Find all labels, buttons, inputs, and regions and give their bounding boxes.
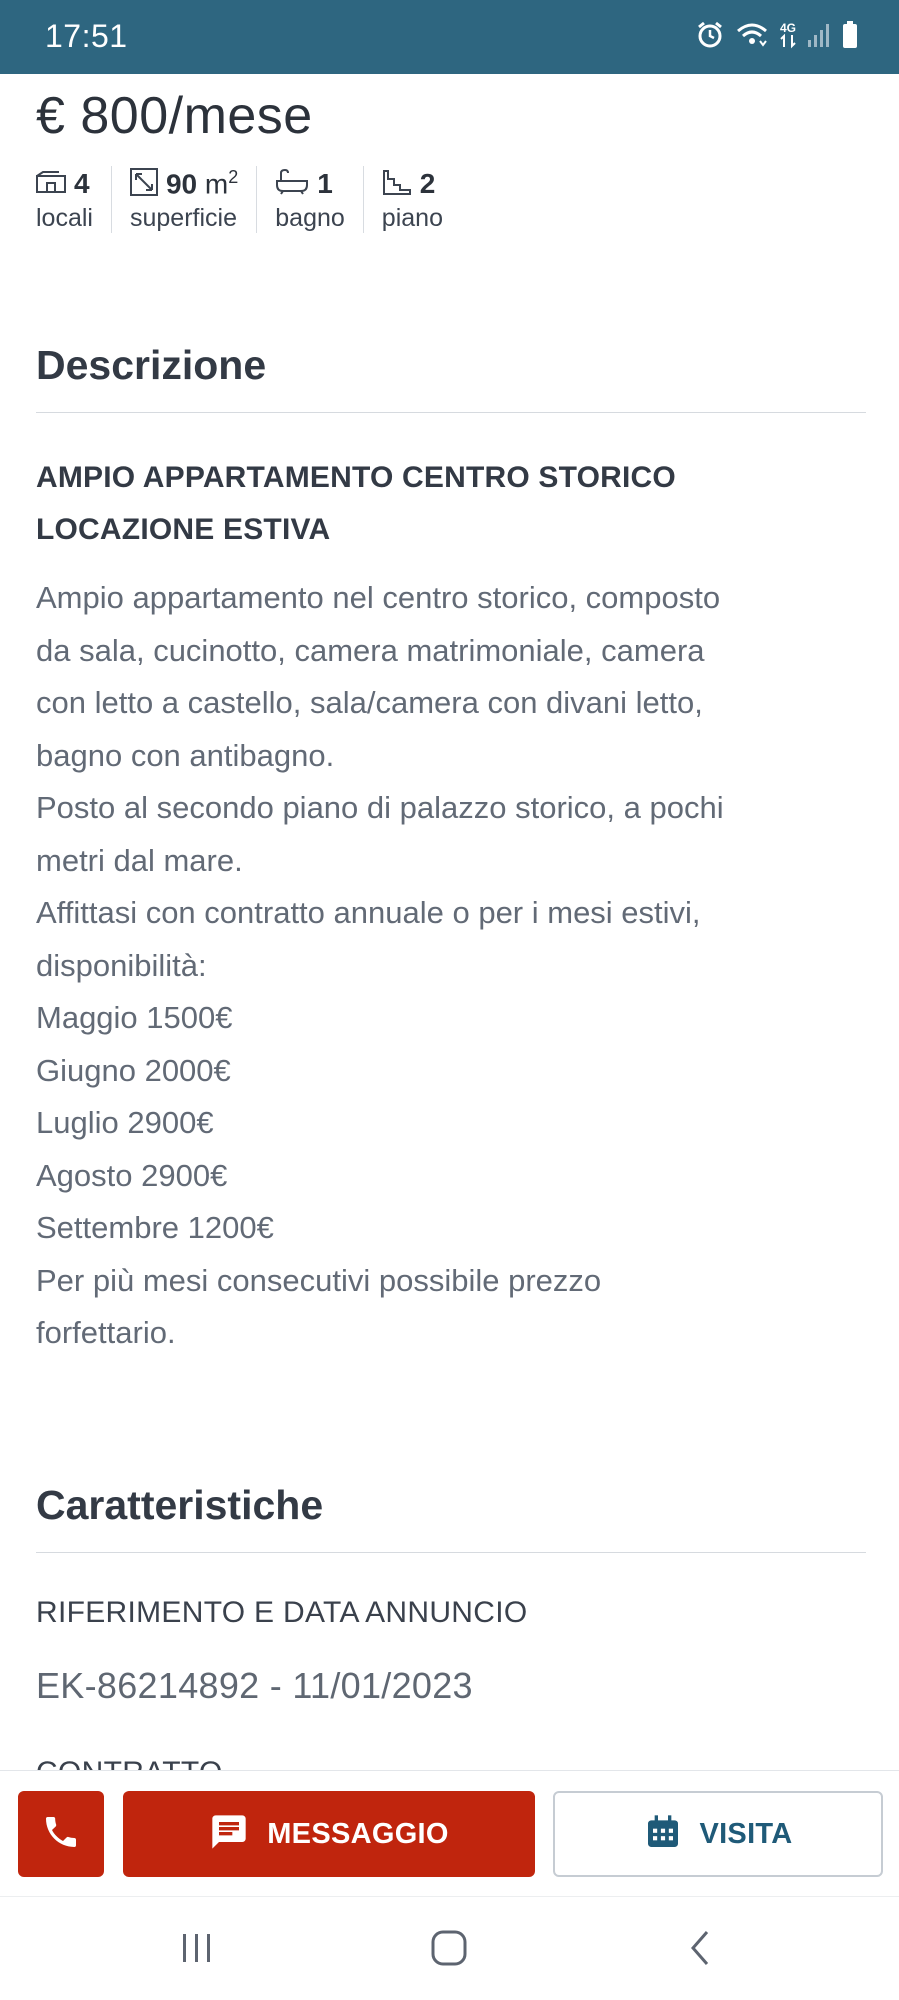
description-title: Descrizione [36,342,267,388]
reference-value: EK-86214892 - 11/01/2023 [36,1665,473,1706]
description-line: Ampio appartamento nel centro storico, composto [36,580,721,615]
recent-apps-icon [180,1932,214,1969]
feature-bathrooms-label: bagno [275,204,345,232]
phone-icon [41,1812,81,1857]
network-label: 4G [779,21,796,35]
description-line: da sala, cucinotto, camera matrimoniale, camera [36,632,705,668]
status-time: 17:51 [45,18,128,54]
description-line: con letto a castello, sala/camera con divani letto, [36,685,703,720]
back-icon [688,1929,712,1972]
message-icon [209,1812,249,1857]
surface-icon [130,168,158,201]
alarm-icon [695,20,725,50]
description-line: forfettario. [36,1315,176,1350]
description-heading [36,452,866,556]
call-button[interactable] [18,1791,104,1877]
description-line: Per più mesi consecutivi possibile prezzo [36,1262,602,1298]
description-line: Luglio 2900€ [36,1105,214,1140]
visit-button-label: VISITA [699,1817,793,1850]
description-heading-line: LOCAZIONE ESTIVA [36,513,331,546]
bathtub-icon [275,169,309,200]
feature-floor-value: 2 [419,168,436,199]
battery-icon [841,20,859,50]
characteristics-title: Caratteristiche [36,1482,324,1528]
feature-floor [382,166,461,233]
system-nav-bar [0,1896,899,2000]
listing-features [36,166,479,233]
description-line: disponibilità: [36,947,207,983]
message-button-label: MESSAGGIO [267,1817,449,1850]
description-divider [36,412,866,413]
feature-bathrooms-value: 1 [317,168,333,199]
feature-rooms [36,166,112,233]
mobile-data-icon [779,22,797,48]
description-line: Affittasi con contratto annuale o per i mesi estivi, [36,895,701,930]
characteristics-divider [36,1552,866,1553]
description-line: Agosto 2900€ [36,1157,228,1193]
home-button[interactable] [419,1927,479,1973]
home-icon [430,1929,468,1972]
rooms-icon [36,171,66,198]
feature-surface-label: superficie [129,204,237,232]
listing-price: € 800/mese [36,87,313,145]
reference-label: RIFERIMENTO E DATA ANNUNCIO [36,1596,528,1629]
description-line: Giugno 2000€ [36,1052,231,1088]
description-line: bagno con antibagno. [36,737,335,773]
description-line: metri dal mare. [36,842,243,878]
feature-rooms-value: 4 [74,168,90,199]
back-button[interactable] [670,1927,730,1973]
description-body [36,572,866,1360]
feature-surface-value: 90 $m^2$ [165,167,239,200]
description-line: Posto al secondo piano di palazzo storico, a pochi [36,790,724,825]
stairs-icon [382,169,412,200]
description-heading-line: AMPIO APPARTAMENTO CENTRO STORICO [36,461,676,494]
feature-rooms-label: locali [36,204,93,232]
recent-apps-button[interactable] [167,1927,227,1973]
visit-button[interactable] [553,1791,883,1877]
message-button[interactable] [123,1791,535,1877]
description-line: Settembre 1200€ [36,1210,274,1245]
wifi-icon [735,21,769,49]
listing-content[interactable] [0,74,899,1770]
action-bar [0,1770,899,1896]
calendar-icon [643,1812,683,1857]
signal-icon [807,22,831,48]
status-bar [0,0,899,74]
feature-bathrooms [275,166,364,233]
feature-floor-label: piano [381,204,443,232]
description-line: Maggio 1500€ [36,1000,233,1035]
feature-surface [130,166,257,233]
status-icons [695,20,859,50]
